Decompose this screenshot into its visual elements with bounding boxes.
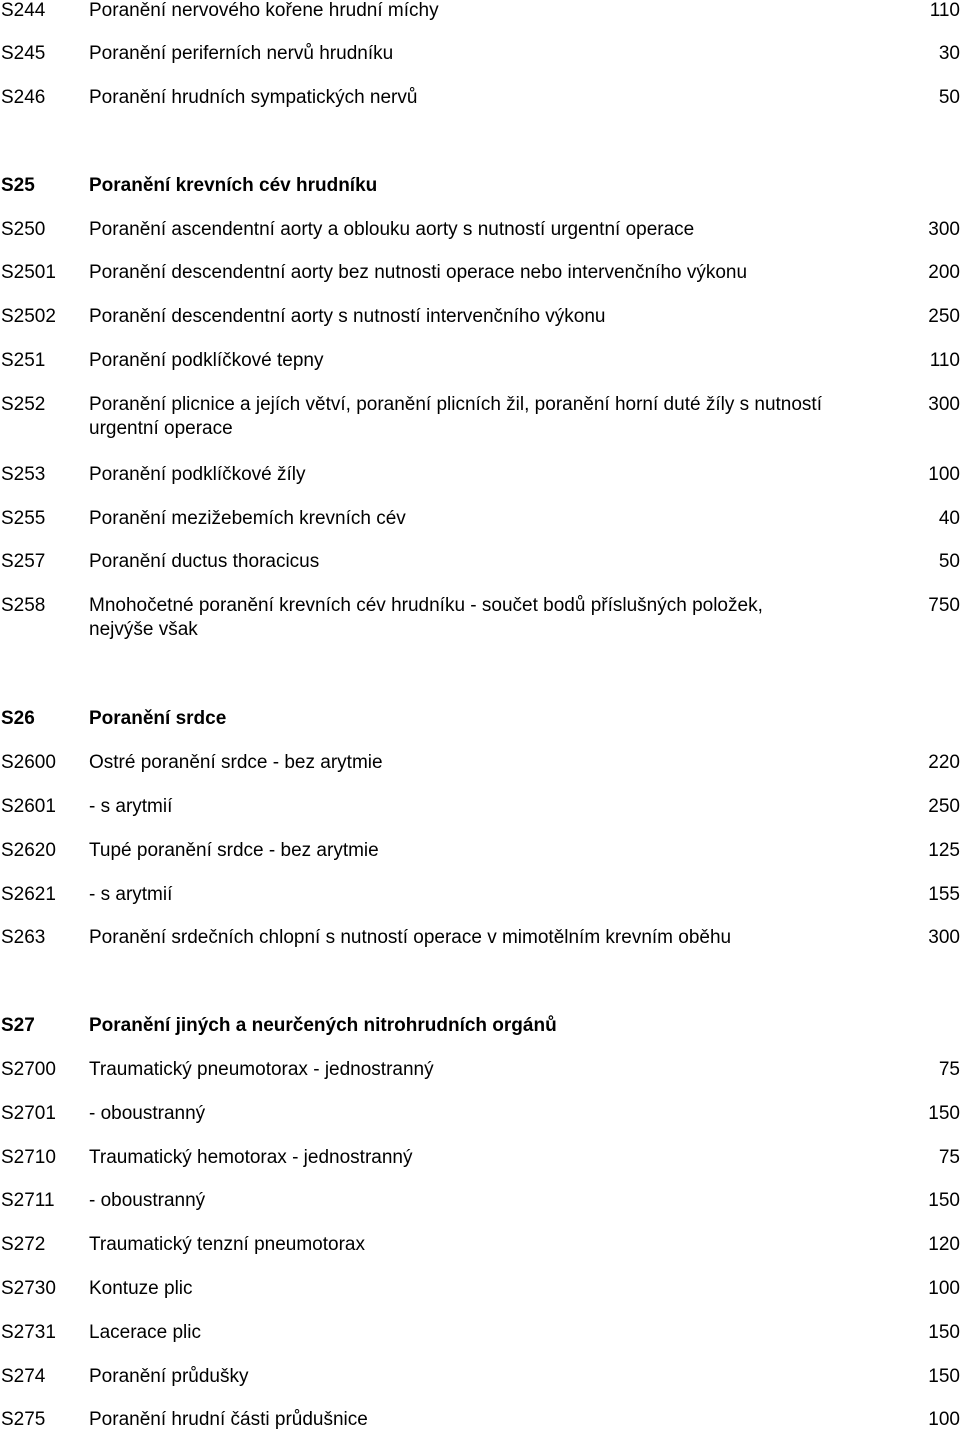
item-description: Traumatický hemotorax - jednostranný: [89, 1147, 413, 1168]
item-points: 110: [929, 0, 960, 21]
section-title: Poranění krevních cév hrudníku: [89, 175, 378, 196]
item-code: S2700: [1, 1059, 56, 1080]
item-code: S26: [1, 708, 35, 729]
item-code: S253: [1, 464, 46, 485]
item-code: S250: [1, 219, 46, 240]
item-points: 250: [928, 796, 960, 817]
item-description: Poranění mezižebemích krevních cév: [89, 508, 406, 529]
item-code: S263: [1, 927, 46, 948]
item-description: - oboustranný: [89, 1103, 206, 1124]
item-description: Poranění descendentní aorty bez nutnosti operace nebo intervenčního výkonu: [89, 262, 748, 283]
item-description: Tupé poranění srdce - bez arytmie: [89, 840, 379, 861]
item-description: Poranění descendentní aorty s nutností intervenčního výkonu: [89, 306, 606, 327]
item-description: Traumatický tenzní pneumotorax: [89, 1234, 365, 1255]
item-points: 50: [938, 551, 960, 572]
item-code: S258: [1, 595, 46, 616]
item-description: Poranění periferních nervů hrudníku: [89, 43, 394, 64]
item-points: 100: [928, 1409, 960, 1430]
item-description: Poranění hrudních sympatických nervů: [89, 87, 418, 108]
item-points: 750: [928, 595, 960, 616]
item-code: S2731: [1, 1322, 56, 1343]
item-description: Mnohočetné poranění krevních cév hrudníku - součet bodů příslušných položek, nejvýše však: [89, 595, 763, 640]
item-description: Poranění průdušky: [89, 1366, 249, 1387]
item-points: 220: [928, 752, 960, 773]
item-description: - s arytmií: [89, 796, 173, 817]
item-code: S252: [1, 394, 46, 415]
item-description: - oboustranný: [89, 1190, 206, 1211]
item-description: Poranění hrudní části průdušnice: [89, 1409, 368, 1430]
item-points: 40: [938, 508, 960, 529]
item-description: Poranění ascendentní aorty a oblouku aorty s nutností urgentní operace: [89, 219, 695, 240]
item-points: 300: [928, 394, 960, 415]
item-points: 30: [938, 43, 960, 64]
item-code: S272: [1, 1234, 46, 1255]
item-code: S274: [1, 1366, 46, 1387]
item-description: Poranění podklíčkové tepny: [89, 350, 324, 371]
item-code: S245: [1, 43, 46, 64]
item-points: 150: [928, 1190, 960, 1211]
item-description: Poranění ductus thoracicus: [89, 551, 320, 572]
item-code: S2701: [1, 1103, 56, 1124]
item-code: S2502: [1, 306, 56, 327]
item-description: Lacerace plic: [89, 1322, 201, 1343]
item-points: 300: [928, 927, 960, 948]
item-code: S257: [1, 551, 46, 572]
item-points: 110: [929, 350, 960, 371]
item-description: Ostré poranění srdce - bez arytmie: [89, 752, 383, 773]
item-points: 150: [928, 1366, 960, 1387]
item-points: 120: [928, 1234, 960, 1255]
item-points: 155: [928, 884, 960, 905]
item-code: S27: [1, 1015, 35, 1036]
item-code: S2600: [1, 752, 56, 773]
item-points: 150: [928, 1103, 960, 1124]
item-code: S2620: [1, 840, 56, 861]
item-points: 100: [928, 1278, 960, 1299]
item-points: 125: [928, 840, 960, 861]
item-code: S246: [1, 87, 46, 108]
item-code: S251: [1, 350, 46, 371]
item-points: 150: [928, 1322, 960, 1343]
item-code: S2501: [1, 262, 56, 283]
item-code: S255: [1, 508, 46, 529]
item-points: 75: [938, 1059, 960, 1080]
item-code: S2601: [1, 796, 56, 817]
item-description: Poranění nervového kořene hrudní míchy: [89, 0, 439, 21]
item-description: - s arytmií: [89, 884, 173, 905]
item-points: 200: [928, 262, 960, 283]
item-code: S25: [1, 175, 35, 196]
item-description: Traumatický pneumotorax - jednostranný: [89, 1059, 434, 1080]
item-description: Poranění podklíčkové žíly: [89, 464, 306, 485]
item-points: 50: [938, 87, 960, 108]
item-code: S2710: [1, 1147, 56, 1168]
section-title: Poranění srdce: [89, 708, 227, 729]
section-title: Poranění jiných a neurčených nitrohrudních orgánů: [89, 1015, 557, 1036]
item-code: S244: [1, 0, 46, 21]
item-description: Poranění plicnice a jejích větví, poranění plicních žil, poranění horní duté žíly s nutností urgentní operace: [89, 394, 822, 439]
item-code: S2730: [1, 1278, 56, 1299]
item-points: 250: [928, 306, 960, 327]
item-description: Kontuze plic: [89, 1278, 193, 1299]
item-code: S2621: [1, 884, 56, 905]
item-points: 300: [928, 219, 960, 240]
item-points: 75: [938, 1147, 960, 1168]
item-code: S275: [1, 1409, 46, 1430]
item-code: S2711: [1, 1190, 55, 1211]
item-points: 100: [928, 464, 960, 485]
item-description: Poranění srdečních chlopní s nutností operace v mimotělním krevním oběhu: [89, 927, 732, 948]
